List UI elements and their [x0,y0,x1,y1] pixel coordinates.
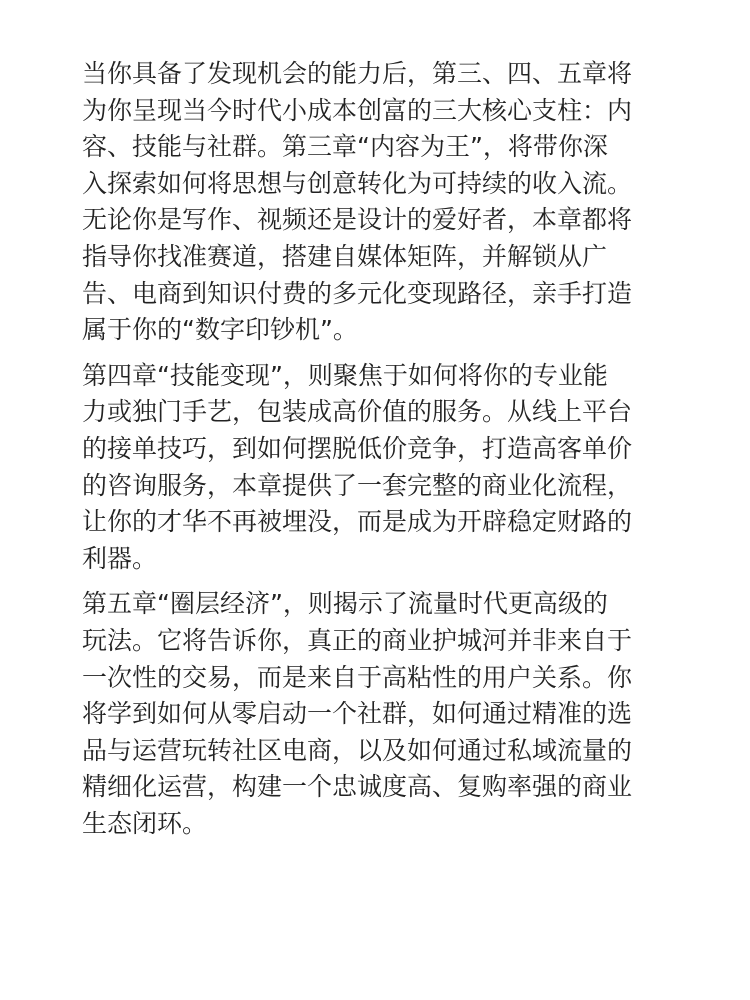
text-line: 当你具备了发现机会的能力后，第三、四、五章将 [82,59,633,88]
paragraph-chapter-three [82,56,682,349]
text-line: 无论你是写作、视频还是设计的爱好者，本章都将 [82,205,633,235]
text-line: 生态闭环。 [82,808,208,838]
text-line: 第五章“圈层经济”，则揭示了流量时代更高级的 [82,589,608,619]
paragraph-chapter-five [82,586,682,842]
text-line: 将学到如何从零启动一个社群，如何通过精准的选 [82,699,633,729]
text-line: 的接单技巧，到如何摆脱低价竞争，打造高客单价 [82,433,633,463]
document-body [82,56,682,842]
text-line: 玩法。它将告诉你，真正的商业护城河并非来自于 [82,625,633,655]
paragraph-chapter-four [82,358,682,578]
text-line: 精细化运营，构建一个忠诚度高、复购率强的商业 [82,772,633,802]
text-line: 让你的才华不再被埋没，而是成为开辟稳定财路的 [82,507,633,537]
text-line: 第四章“技能变现”，则聚焦于如何将你的专业能 [82,360,608,390]
text-line: 品与运营玩转社区电商，以及如何通过私域流量的 [82,735,633,765]
text-line: 属于你的“数字印钞机”。 [82,315,358,345]
text-line: 入探索如何将思想与创意转化为可持续的收入流。 [82,168,633,198]
text-line: 为你呈现当今时代小成本创富的三大核心支柱：内 [82,95,633,125]
text-line: 的咨询服务，本章提供了一套完整的商业化流程， [82,470,633,500]
text-line: 告、电商到知识付费的多元化变现路径，亲手打造 [82,278,633,308]
text-line: 一次性的交易，而是来自于高粘性的用户关系。你 [82,662,633,692]
text-line: 容、技能与社群。第三章“内容为王”，将带你深 [82,132,608,162]
text-line: 指导你找准赛道，搭建自媒体矩阵，并解锁从广 [82,241,608,271]
text-line: 利器。 [82,543,158,573]
text-line: 力或独门手艺，包装成高价值的服务。从线上平台 [82,397,633,427]
